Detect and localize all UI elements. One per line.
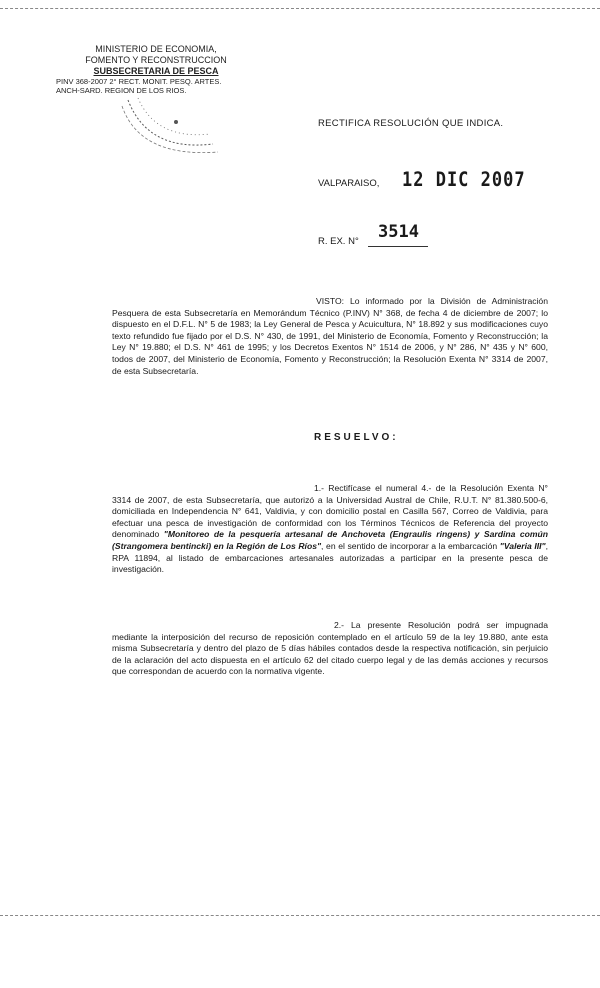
item-1-text-b: , en el sentido de incorporar a la embarcación (321, 540, 498, 551)
visto-lead: VISTO: (316, 296, 345, 306)
resolution-number-label: R. EX. N° (318, 236, 359, 247)
document-subject: RECTIFICA RESOLUCIÓN QUE INDICA. (318, 118, 504, 129)
stamped-date: 12 DIC 2007 (402, 168, 526, 192)
item-1-vessel-name: "Valeria III" (499, 540, 546, 551)
subsecretaria-name: SUBSECRETARIA DE PESCA (93, 66, 219, 76)
office-stamp-icon (118, 92, 228, 162)
visto-paragraph (112, 296, 548, 377)
item-2-lead: 2.- La presente Resolución podrá ser (334, 620, 499, 630)
item-1-project-title: "Monitoreo de la pesquería artesanal de Anchoveta (Engraulis ringens) y Sardina común (Strangomera bentincki) en la Región de Los Ríos" (112, 529, 549, 551)
resuelvo-heading: RESUELVO: (314, 432, 399, 443)
reference-line-1: PINV 368-2007 2° RECT. MONIT. PESQ. ARTES. (56, 77, 222, 86)
item-1-paragraph (112, 483, 548, 576)
resolution-number: 3514 (378, 222, 419, 242)
ministry-line-1: MINISTERIO DE ECONOMIA, (95, 44, 217, 54)
visto-text: Lo informado por la División de Administración Pesquera de esta Subsecretaría en Memorándum Técnico (P.INV) N° 368, de fecha 4 de diciembre de 2007; lo dispuesto en el D.F.L. N° 5 de 1983; la Ley General de Pesca y Acuicultura, N° 18.892 y sus modificaciones cuyo texto refundido fue fijado por el D.S. N° 430, de 1991, del Ministerio de Economía, Fomento y Reconstrucción; la Ley N° 19.880; el D.S. N° 461 de 1995; y los Decretos Exentos N° 1514 de 2006, y N° 286, N° 435 y N° 600, todos de 2007, del Ministerio de Economía, Fomento y Reconstrucción; la Resolución Exenta N° 3314 de 2007, de esta Subsecretaría. (112, 296, 548, 376)
item-1-lead: 1.- Rectifícase el numeral 4.- de la Resolución (314, 483, 504, 493)
scan-edge-bottom (0, 915, 600, 916)
resolution-number-underline (368, 246, 428, 247)
scan-edge-top (0, 8, 600, 9)
item-1-text-a: Exenta N° 3314 de 2007, de esta Subsecretaría, que autorizó a la Universidad Austral de Chile, R.U.T. N° 81.380.500-6, domiciliada en Independencia N° 641, Valdivia, y con domicilio postal en Casilla 567, Correo de Valdivia, para efectuar una pesca de investigación de conformidad con los Términos Técnicos de Referencia del proyecto denominado (112, 483, 548, 540)
item-2-text: impugnada mediante la interposición del recurso de reposición contemplado en el artículo 59 de la ley 19.880, ante esta misma Subsecretaría y dentro del plazo de 5 días hábiles contados desde la respectiva notificación, sin perjuicio de la aclaración del acto dispuesta en el artículo 62 del citado cuerpo legal y de las demás acciones y recursos que correspondan de acuerdo con la normativa vigente. (112, 620, 548, 677)
place-label: VALPARAISO, (318, 178, 380, 189)
reference-line-2: ANCH-SARD. REGION DE LOS RIOS. (56, 86, 187, 95)
ministry-line-2: FOMENTO Y RECONSTRUCCION (85, 55, 227, 65)
item-2-paragraph (112, 620, 548, 678)
letterhead (56, 44, 256, 95)
item-1-text-c: , RPA 11894, al listado de embarcaciones artesanales autorizadas a participar en la presente pesca de investigación. (112, 540, 548, 575)
